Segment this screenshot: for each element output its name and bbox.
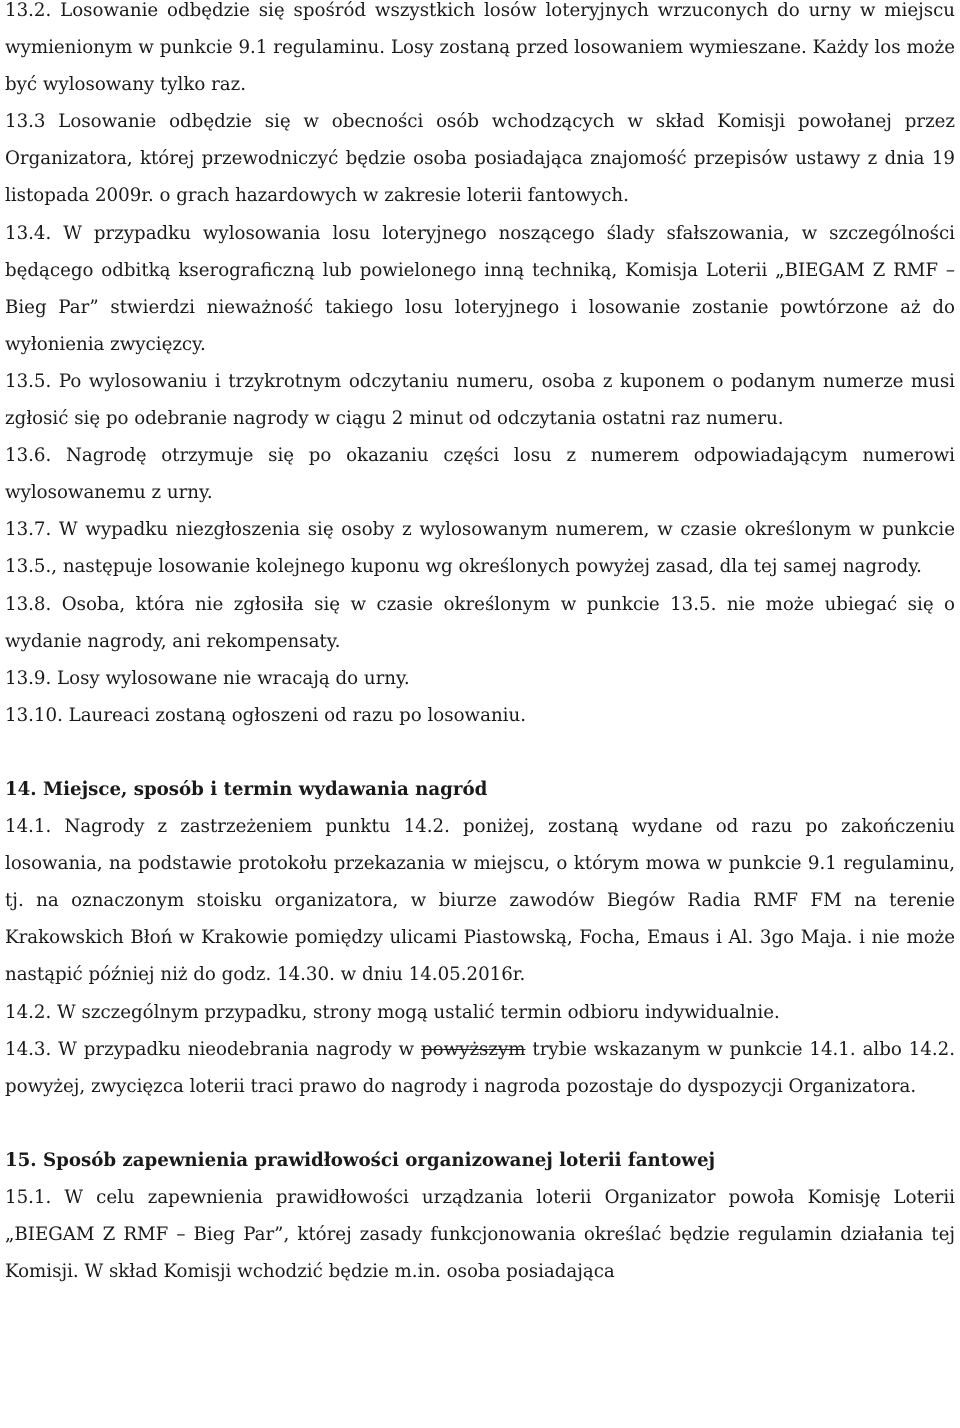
- spacer: [5, 734, 955, 771]
- paragraph-13-3: 13.3 Losowanie odbędzie się w obecności osób wchodzących w skład Komisji powołanej przez Organizatora, której przewodniczyć będzie osoba posiadająca znajomość przepisów ustawy z dnia 19 listopada 2009r. o grach hazardowych w zakresie loterii fantowych.: [5, 111, 955, 207]
- section-14-heading: 14. Miejsce, sposób i termin wydawania nagród: [5, 778, 488, 800]
- spacer: [5, 1105, 955, 1142]
- paragraph-15-1: 15.1. W celu zapewnienia prawidłowości urządzania loterii Organizator powoła Komisję Loterii „BIEGAM Z RMF – Bieg Par”, której zasady funkcjonowania określać będzie regulamin działania tej Komisji. W skład Komisji wchodzić będzie m.in. osoba posiadająca: [5, 1187, 955, 1283]
- paragraph-14-3-start: 14.3. W przypadku nieodebrania nagrody w: [5, 1038, 422, 1060]
- paragraph-13-6: 13.6. Nagrodę otrzymuje się po okazaniu części losu z numerem odpowiadającym numerowi wylosowanemu z urny.: [5, 445, 955, 504]
- paragraph-14-3: [5, 1031, 955, 1105]
- struck-word: powyższym: [421, 1038, 526, 1060]
- paragraph-13-5: 13.5. Po wylosowaniu i trzykrotnym odczytaniu numeru, osoba z kuponem o podanym numerze musi zgłosić się po odebranie nagrody w ciągu 2 minut od odczytania ostatni raz numeru.: [5, 370, 955, 430]
- paragraph-13-8: 13.8. Osoba, która nie zgłosiła się w czasie określonym w punkcie 13.5. nie może ubiegać się o wydanie nagrody, ani rekompensaty.: [5, 593, 955, 652]
- paragraph-13-9: 13.9. Losy wylosowane nie wracają do urny.: [5, 667, 410, 689]
- paragraph-14-1: 14.1. Nagrody z zastrzeżeniem punktu 14.2. poniżej, zostaną wydane od razu po zakończeniu losowania, na podstawie protokołu przekazania w miejscu, o którym mowa w punkcie 9.1 regulaminu, tj. na oznaczonym stoisku organizatora, w biurze zawodów Biegów Radia RMF FM na terenie Krakowskich Błoń w Krakowie pomiędzy ulicami Piastowską, Focha, Emaus i Al. 3go Maja. i nie może nastąpić później niż do godz. 14.30. w dniu 14.05.2016r.: [5, 816, 955, 986]
- document-page: [5, 0, 955, 1290]
- paragraph-13-7: 13.7. W wypadku niezgłoszenia się osoby z wylosowanym numerem, w czasie określonym w punkcie 13.5., następuje losowanie kolejnego kuponu wg określonych powyżej zasad, dla tej samej nagrody.: [5, 519, 955, 578]
- paragraph-14-2: 14.2. W szczególnym przypadku, strony mogą ustalić termin odbioru indywidualnie.: [5, 1001, 780, 1023]
- paragraph-13-4: 13.4. W przypadku wylosowania losu loteryjnego noszącego ślady sfałszowania, w szczególności będącego odbitką kserograficzną lub powielonego inną techniką, Komisja Loterii „BIEGAM Z RMF – Bieg Par” stwierdzi nieważność takiego losu loteryjnego i losowanie zostanie powtórzone aż do wyłonienia zwycięzcy.: [5, 222, 955, 355]
- section-15-heading: 15. Sposób zapewnienia prawidłowości organizowanej loterii fantowej: [5, 1149, 716, 1171]
- paragraph-14-3-end: trybie wskazanym w punkcie 14.1. albo 14.2. powyżej, zwycięzca loterii traci prawo do nagrody i nagroda pozostaje do dyspozycji Organizatora.: [5, 1038, 956, 1097]
- paragraph-13-10: 13.10. Laureaci zostaną ogłoszeni od razu po losowaniu.: [5, 704, 526, 726]
- paragraph-13-2: 13.2. Losowanie odbędzie się spośród wszystkich losów loteryjnych wrzuconych do urny w miejscu wymienionym w punkcie 9.1 regulaminu. Losy zostaną przed losowaniem wymieszane. Każdy los może być wylosowany tylko raz.: [5, 0, 955, 96]
